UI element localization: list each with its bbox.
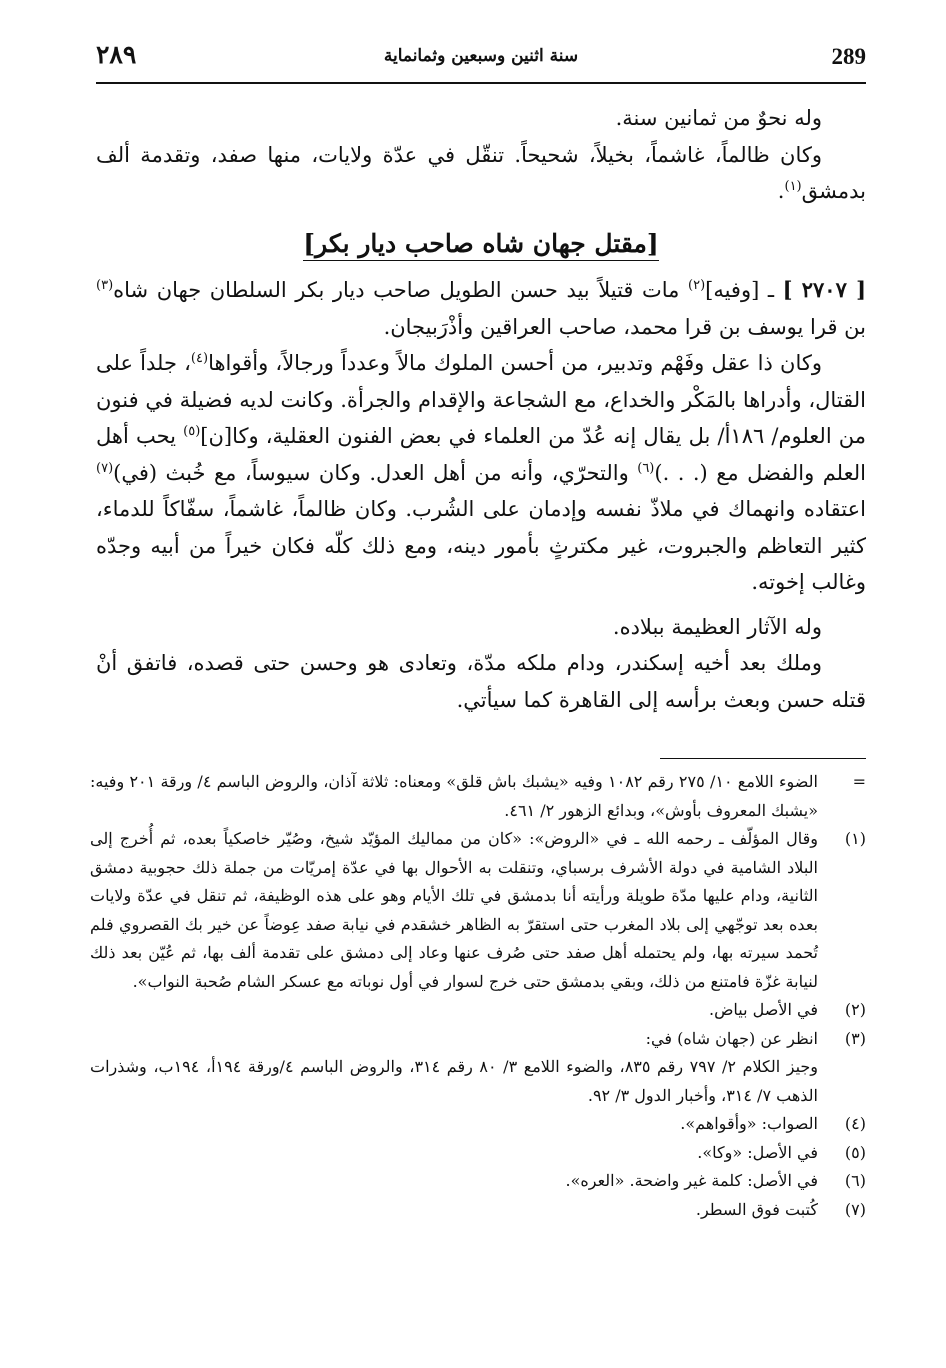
footnote-6 (90, 1167, 866, 1196)
footnote-ref-3: (٣) (96, 278, 114, 293)
footnote-mark: (٣) (844, 1028, 866, 1048)
running-title: سنة اثنين وسبعين وثمانماية (383, 46, 579, 66)
footnote-text: الصواب: «وأقواهم». (680, 1114, 818, 1133)
page-number-latin: 289 (831, 44, 866, 69)
entry-text-3: بن قرا يوسف بن قرا محمد، صاحب العراقين وأذْرَبيجان. (383, 314, 866, 339)
bio-text-e: اعتقاده وانهماك في ملاذّ نفسه وإدمان على الشُرب. وكان ظالماً، غاشماً، سفّاكاً للدماء، كثير التعاظم والجبروت، غير مكترثٍ بأمور دينه، ومع ذلك كلّه فكان خيراً من أبيه وجدّه وغالب إخوته. (96, 497, 866, 594)
footnote-5 (90, 1139, 866, 1168)
footnote-text: كُتبت فوق السطر. (695, 1199, 818, 1219)
footnote-mark: (٦) (844, 1171, 866, 1190)
footnote-ref-7: (٧) (96, 460, 114, 476)
intro-text: وكان ظالماً، غاشماً، بخيلاً، شحيحاً. تنقّل في عدّة ولايات، منها صفد، وتقدمة ألف بدمشق (96, 142, 866, 203)
page-number-arabic: ٢٨٩ (96, 40, 137, 69)
footnote-text (90, 1025, 818, 1111)
section-heading (96, 226, 866, 263)
footnote-ref-6: (٦) (637, 460, 655, 476)
footnote-mark: (٥) (844, 1142, 866, 1162)
footnote-4 (90, 1110, 866, 1139)
footnote-3 (90, 1025, 866, 1111)
entry-paragraph (96, 272, 866, 345)
bio-text-c: يحب أهل العلم والفضل مع (. . .) (96, 424, 866, 485)
entry-text-2: مات قتيلاً بيد حسن الطويل صاحب ديار بكر السلطان جهان شاه (113, 278, 688, 302)
footnote-line: انظر عن (جهان شاه) في: (645, 1028, 818, 1048)
entry-number: [ ٢٧٠٧ ] (782, 277, 867, 302)
page-header (96, 40, 866, 76)
bio-text-d: والتحرّي، وأنه من أهل العدل. وكان سيوساً، مع خُبث (في) (113, 460, 638, 485)
footnote-mark: (٢) (844, 1000, 866, 1019)
footnote-text: في الأصل: كلمة غير واضحة. «العره». (565, 1171, 818, 1190)
footnote-mark: (٤) (844, 1114, 866, 1133)
footnote-text: الضوء اللامع ١٠/ ٢٧٥ رقم ١٠٨٢ وفيه «يشبك باش قلق» ومعناه: ثلاثة آذان، والروض الباسم ٤/ ورقة ٢٠١ وفيه: «يشبك المعروف بأوش»، وبدائع الزهور ٢/ ٤٦١. (90, 772, 818, 820)
footnote-text: في الأصل بياض. (708, 1000, 818, 1019)
section-heading-text: [مقتل جهان شاه صاحب ديار بكر] (303, 229, 659, 261)
footnote-2 (90, 996, 866, 1025)
header-rule (96, 82, 866, 84)
footnote-ref-4: (٤) (190, 351, 209, 366)
intro-end: . (777, 179, 785, 203)
intro-line-1: وله نحوٌ من ثمانين سنة. (615, 106, 822, 130)
reign-paragraph: وملك بعد أخيه إسكندر، ودام ملكه مدّة، وتعادى هو وحسن حتى قصده، فاتفق أنْ قتله حسن وبعث برأسه إلى القاهرة كما سيأتي. (96, 651, 866, 712)
footnote-text: وقال المؤلّف ـ رحمه الله ـ في «الروض»: «كان من مماليك المؤيّد شيخ، وصُيّر خاصكياً بعده، ثم أُخرج إلى البلاد الشامية في دولة الأشرف برسباي، وتنقلت به الأحوال بها في عدّة إمريّات من جملة ذلك حجوبية دمشق الثانية، ودام عليها مدّة طويلة ورأيته أنا بدمشق في تلك الأيام وهو على هذه الوظيفة، ثم تنقل في عدّة ولايات بعده بعد توجّهي إلى بلاد المغرب حتى استقرّ به الظاهر خشقدم في نيابة صفد عِوضاً عن خير بك القصروي فلم تُحمد سيرته بها، ولم يحتمله أهل صفد حتى صُرف عنها وعاد إلى دمشق على تقدمة ألف بها، ثم عُيّن بعد ذلك لنيابة غزّة فامتنع من ذلك، وبقي بدمشق حتى خرج لسوار في أول نوباته مع عسكر الشام صُحبة النواب». (90, 829, 819, 991)
main-text (96, 100, 866, 718)
footnote-continuation (90, 768, 866, 825)
footnote-text: في الأصل: «وكا». (697, 1142, 818, 1162)
bio-text-a: وكان ذا عقل وفَهْم وتدبير، من أحسن الملوك مالاً وعدداً ورجالاً، وأقواها (208, 351, 822, 375)
bio-text-b: ، جلداً على القتال، وأدراها بالمَكْر والخداع، مع الشجاعة والإقدام والجرأة. وكانت لديه فضيلة في فنون من العلوم/ ١٨٦أ/ بل يقال إنه عُدّ من العلماء في بعض الفنون العقلية، وكا[ن] (96, 351, 867, 448)
footnote-7 (90, 1196, 866, 1225)
footnote-ref-5: (٥) (183, 424, 201, 439)
footnote-separator (660, 758, 866, 759)
monuments-paragraph: وله الآثار العظيمة ببلاده. (612, 614, 822, 639)
footnote-mark: (١) (844, 829, 866, 848)
footnote-ref-1: (١) (784, 179, 802, 194)
footnote-1 (90, 825, 866, 996)
intro-line-2 (96, 137, 866, 210)
entry-dash: ـ (767, 278, 775, 302)
footnotes (90, 768, 866, 1224)
footnote-ref-2: (٢) (688, 278, 706, 293)
entry-text-1: [وفيه] (705, 278, 768, 302)
biography-paragraph (96, 345, 866, 601)
footnote-line: وجيز الكلام ٢/ ٧٩٧ رقم ٨٣٥، والضوء اللامع ٣/ ٨٠ رقم ٣١٤، والروض الباسم ٤/ورقة ١٩٤أ، ١٩٤ب، وشذرات الذهب ٧/ ٣١٤، وأخبار الدول ٣/ ٩٢. (90, 1057, 819, 1105)
footnote-mark: (٧) (844, 1199, 866, 1219)
footnote-mark: = (852, 772, 866, 791)
